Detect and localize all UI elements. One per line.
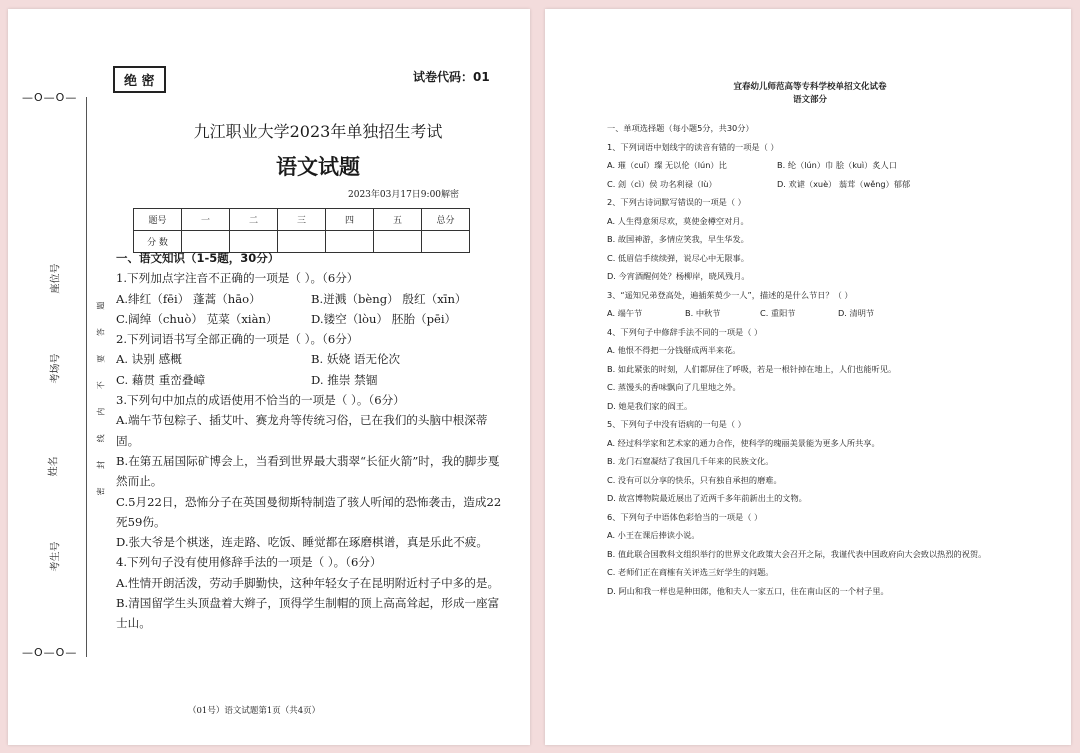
score-table: [133, 208, 470, 253]
top-secret-badge: 绝 密: [113, 66, 166, 93]
exam-page-2: [545, 9, 1071, 745]
exam-datetime: 2023年03月17日9:00解密: [348, 190, 460, 200]
question-3-option-a: A.端午节包粽子、插艾叶、赛龙舟等传统习俗，已在我们的头脑中根深蒂固。: [116, 413, 488, 448]
option-d: D.镂空（lòu） 胚胎（pēi）: [311, 311, 457, 326]
question-6-stem: 6、下列句子中语体色彩恰当的一项是（ ）: [607, 511, 763, 522]
option-b: B. 纶（lún）巾 脍（kuì）炙人口: [777, 160, 897, 170]
question-2-option-a: A. 人生得意须尽欢，莫使金樽空对月。: [607, 215, 749, 226]
question-1-options-row-2: [116, 309, 504, 329]
option-c: C. 藉贯 重峦叠嶂: [116, 372, 206, 387]
option-a: A. 诀别 感概: [116, 352, 182, 367]
option-d: D. 欢谑（xuè） 蓊茸（wěng）郁郁: [777, 178, 911, 189]
question-5-option-c: C. 没有可以分享的快乐，只有独自承担的磨难。: [607, 474, 782, 485]
question-6-option-d: D. 阿山和我一样也是种田郎，他和夫人一家五口，住在南山区的一个村子里。: [607, 585, 889, 596]
option-c: C.阔绰（chuò） 苋菜（xiàn）: [116, 311, 278, 326]
option-b: B. 中秋节: [685, 308, 721, 318]
exam-room-label: 考场号: [50, 353, 62, 384]
page1-questions: [116, 248, 504, 634]
subject-title: 语文试题: [276, 154, 360, 179]
question-1-stem: 1、下列词语中划线字的读音有错的一项是（ ）: [607, 141, 779, 152]
question-4-option-b: B.清国留学生头顶盘着大辫子，顶得学生制帽的顶上高高耸起，形成一座富士山。: [116, 596, 500, 631]
question-4-option-a: A. 他恨不得把一分钱掰成两半来花。: [607, 345, 741, 355]
question-3-option-d: D.张大爷是个棋迷，连走路、吃饭、睡觉都在琢磨棋谱，真是乐此不疲。: [116, 535, 488, 550]
seat-number-label: 座位号: [50, 263, 62, 294]
question-2-options-row-2: [116, 370, 504, 390]
question-4-option-d: D. 她是我们家的阎王。: [607, 400, 693, 411]
question-5-stem: 5、下列句子中没有语病的一句是（ ）: [607, 419, 746, 429]
question-3-stem: 3、“遥知兄弟登高处，遍插茱萸少一人”，描述的是什么节日？（ ）: [607, 289, 853, 300]
question-1-stem: 1.下列加点字注音不正确的一项是（ ）。（6分）: [116, 271, 359, 286]
binding-margin: [8, 9, 108, 745]
option-d: D. 推崇 禁锢: [311, 372, 378, 387]
question-6-option-a: A. 小王在课后捧读小说。: [607, 530, 700, 540]
question-4-stem: 4、下列句子中修辞手法不同的一项是（ ）: [607, 326, 763, 337]
question-5-option-a: A. 经过科学家和艺术家的通力合作，使科学的瑰丽美景能为更多人所共享。: [607, 437, 880, 448]
exam-page-1: [8, 9, 530, 745]
question-2-option-d: D. 今宵酒醒何处？杨柳岸，晓风残月。: [607, 271, 750, 281]
binding-circles-bottom: —O—O—: [22, 646, 78, 659]
name-label: 姓名: [48, 456, 60, 477]
question-3-option-b: B.在第五届国际矿博会上，当看到世界最大翡翠“长征火箭”时，我的脚步戛然而止。: [116, 453, 500, 489]
option-c: C. 重阳节: [760, 308, 796, 318]
score-header-cell: 题号: [134, 209, 182, 231]
option-b: B.迸溅（bèng） 殷红（xīn）: [311, 291, 467, 306]
option-c: C. 刽（cì）侯 功名利禄（lù）: [607, 178, 717, 189]
question-1-options-row-1: [116, 289, 504, 309]
binding-line: [86, 97, 87, 657]
option-a: A.绯红（fēi） 蓬蒿（hāo）: [116, 291, 261, 306]
question-2-option-c: C. 低眉信手续续弹，说尽心中无限事。: [607, 252, 749, 263]
score-header-cell: 三: [278, 209, 326, 231]
question-5-option-b: B. 龙门石窟凝结了我国几千年来的民族文化。: [607, 456, 774, 466]
option-a: A. 端午节: [607, 308, 643, 318]
question-4-option-b: B. 如此紧张的时刻，人们都屏住了呼吸，若是一根针掉在地上，人们也能听见。: [607, 363, 897, 374]
question-1-options-row-2: [607, 175, 1047, 194]
score-row-label: 分 数: [134, 231, 182, 253]
binding-circles-top: —O—O—: [22, 91, 78, 104]
score-header-cell: 总分: [422, 209, 470, 231]
question-2-options-row-1: [116, 349, 504, 369]
school-title: 九江职业大学2023年单独招生考试: [193, 122, 443, 141]
question-4-stem: 4.下列句子没有使用修辞手法的一项是（ ）。（6分）: [116, 555, 382, 570]
sealed-line-notice: 密 封 线 内 不 要 答 题: [96, 293, 106, 496]
page2-subtitle: 语文部分: [792, 95, 827, 105]
score-header-cell: 二: [230, 209, 278, 231]
page-footer: （01号）语文试题第1页（共4页）: [188, 706, 321, 716]
question-4-option-a: A.性情开朗活泼，劳动手脚勤快，这种年轻女子在昆明附近村子中多的是。: [116, 575, 500, 590]
question-3-stem: 3.下列句中加点的成语使用不恰当的一项是（ ）。（6分）: [116, 393, 405, 408]
score-header-cell: 一: [182, 209, 230, 231]
question-5-option-d: D. 故宫博物院最近展出了近两千多年前新出土的文物。: [607, 493, 807, 503]
question-2-stem: 2.下列词语书写全部正确的一项是（ ）。（6分）: [116, 332, 359, 347]
question-6-option-c: C. 老师们正在商榷有关评选三好学生的问题。: [607, 567, 774, 577]
question-2-option-b: B. 故国神游，多情应笑我，早生华发。: [607, 234, 749, 244]
option-b: B. 妖娆 语无伦次: [311, 352, 401, 367]
page2-header: [645, 81, 975, 107]
question-3-options: [607, 304, 1047, 323]
question-2-stem: 2、下列古诗词默写错误的一项是（ ）: [607, 197, 746, 207]
paper-code: 试卷代码：01: [413, 70, 490, 84]
score-header-cell: 五: [374, 209, 422, 231]
question-1-options-row-1: [607, 156, 1047, 175]
option-d: D. 清明节: [838, 308, 875, 318]
page2-questions: [607, 119, 1047, 600]
score-header-cell: 四: [326, 209, 374, 231]
question-4-option-c: C. 蒸馒头的香味飘向了几里地之外。: [607, 382, 741, 392]
question-6-option-b: B. 值此联合国教科文组织举行的世界文化政策大会召开之际，我谨代表中国政府向大会致以热烈的祝贺。: [607, 548, 987, 559]
score-table-header-row: [134, 209, 470, 231]
page2-title: 宜春幼儿师范高等专科学校单招文化试卷: [733, 82, 887, 92]
section-heading: 一、语文知识（1-5题，30分）: [116, 251, 280, 265]
question-3-option-c: C.5月22日，恐怖分子在英国曼彻斯特制造了骇人听闻的恐怖袭击，造成22死59伤。: [116, 494, 502, 529]
exam-number-label: 考生号: [50, 541, 62, 572]
option-a: A. 璀（cuǐ）璨 无以伦（lún）比: [607, 160, 727, 170]
section-heading: 一、单项选择题（每小题5分，共30分）: [607, 123, 754, 133]
